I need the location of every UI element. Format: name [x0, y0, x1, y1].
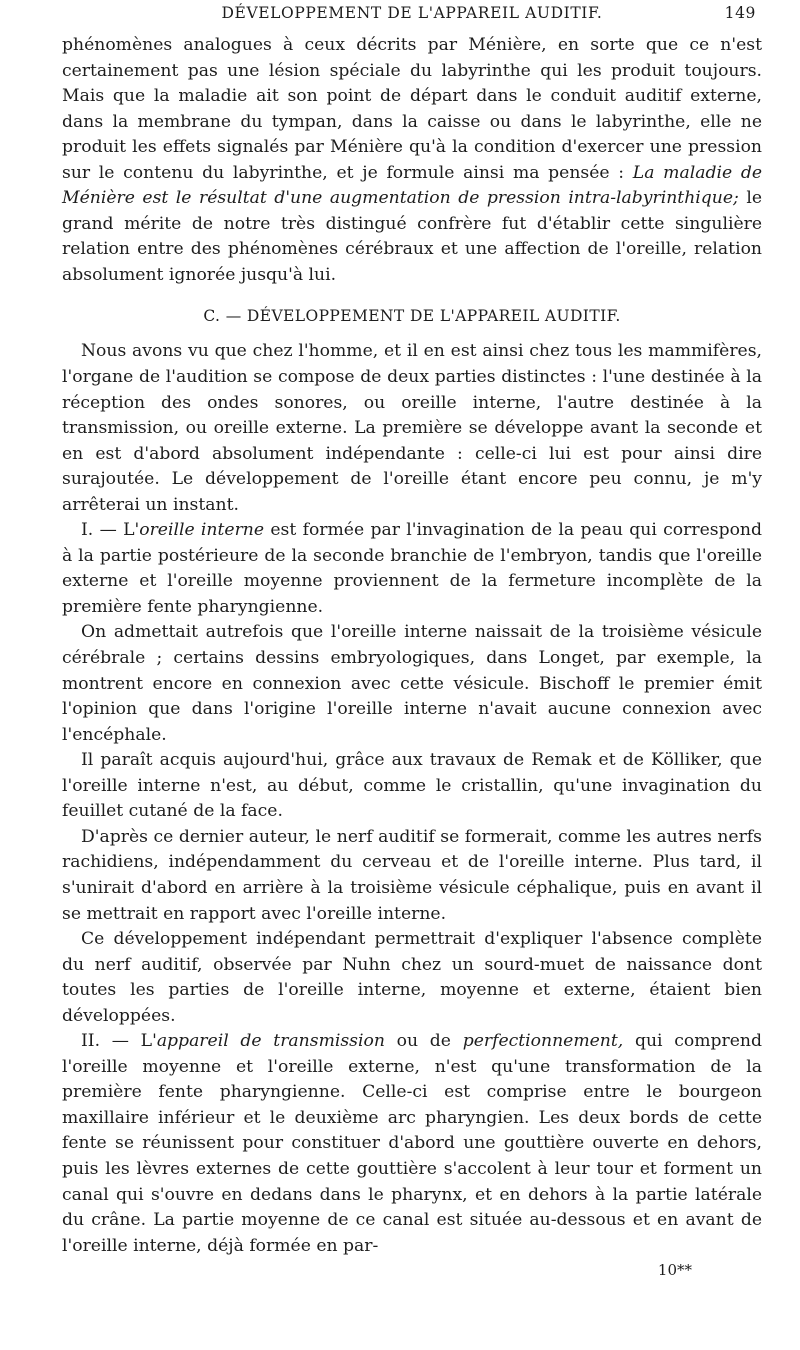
paragraph-inner-ear: [62, 518, 762, 620]
paragraph-inner-ear-rest: est formée par l'invagination de la peau qui correspond à la partie postérieure de la seconde branchie de l'embryon, tandis que l'oreille externe et l'oreille moyenne proviennent de la fermeture incomplète de la première fente pharyngienne.: [62, 520, 763, 617]
paragraph-auditory-nerve: D'après ce dernier auteur, le nerf auditif se formerait, comme les autres nerfs rachidiens, indépendamment du cerveau et de l'oreille interne. Plus tard, il s'unirait d'abord en arrière à la troisième vésicule céphalique, puis en avant il se mettrait en rapport avec l'oreille interne.: [62, 826, 762, 924]
paragraph-transmission-italic-2: perfectionnement,: [462, 1031, 624, 1052]
section-heading: C. — DÉVELOPPEMENT DE L'APPAREIL AUDITIF.: [203, 307, 621, 326]
signature-mark: 10**: [657, 1261, 692, 1280]
running-header: [62, 4, 762, 28]
book-page: [62, 0, 762, 1350]
paragraph-meniere-text: phénomènes analogues à ceux décrits par Ménière, en sorte que ce n'est certainement pas une lésion spéciale du labyrinthe qui les produit toujours. Mais que la maladie ait son point de départ dans le conduit auditif externe, dans la membrane du tympan, dans la caisse ou dans le labyrinthe, elle ne produit les effets signalés par Ménière qu'à la condition d'exercer une pression sur le contenu du labyrinthe, et je formule ainsi ma pensée :: [62, 35, 762, 183]
paragraph-transmission-italic-1: appareil de transmission: [156, 1031, 385, 1052]
running-title: DÉVELOPPEMENT DE L'APPAREIL AUDITIF.: [221, 4, 603, 22]
paragraph-origin: On admettait autrefois que l'oreille interne naissait de la troisième vésicule cérébrale ; certains dessins embryologiques, dans Longet, par exemple, la montrent encore en connexion avec cette vésicule. Bischoff le premier émit l'opinion que dans l'origine l'oreille interne n'avait aucune connexion avec l'encéphale.: [62, 622, 762, 745]
page-number: 149: [724, 4, 756, 22]
paragraph-transmission-mid: ou de: [396, 1031, 451, 1052]
paragraph-inner-ear-lead: I. — L': [81, 520, 140, 541]
body-text: [62, 33, 762, 1281]
paragraph-intro: Nous avons vu que chez l'homme, et il en est ainsi chez tous les mammifères, l'organe de l'audition se compose de deux parties distinctes : l'une destinée à la réception des ondes sonores, ou oreille interne, l'autre destinée à la transmission, ou oreille externe. La première se développe avant la seconde et en est d'abord absolument indépendante : celle-ci lui est pour ainsi dire surajoutée. Le développement de l'oreille étant encore peu connu, je m'y arrêterai un instant.: [62, 341, 762, 515]
paragraph-meniere-italic: La maladie de Ménière est le résultat d'une augmentation de pression intra-labyrinthique;: [62, 162, 762, 209]
paragraph-nuhn: Ce développement indépendant permettrait d'expliquer l'absence complète du nerf auditif, observée par Nuhn chez un sourd-muet de naissance dont toutes les parties de l'oreille interne, moyenne et externe, étaient bien développées.: [62, 929, 762, 1026]
paragraph-transmission-lead: II. — L': [81, 1031, 157, 1052]
paragraph-transmission-rest: qui comprend l'oreille moyenne et l'oreille externe, n'est qu'une transformation de la première fente pharyngienne. Celle-ci est comprise entre le bourgeon maxillaire inférieur et le deuxième arc pharyngien. Les deux bords de cette fente se réunissent pour constituer d'abord une gouttière ouverte en dehors, puis les lèvres externes de cette gouttière s'accolent à leur tour et forment un canal qui s'ouvre en dedans dans le pharynx, et en dehors à la partie latérale du crâne. La partie moyenne de ce canal est située au-dessous et en avant de l'oreille interne, déjà formée en par-: [62, 1031, 763, 1256]
paragraph-remak: Il paraît acquis aujourd'hui, grâce aux travaux de Remak et de Kölliker, que l'oreille interne n'est, au début, comme le cristallin, qu'une invagination du feuillet cutané de la face.: [62, 750, 762, 822]
paragraph-transmission: [62, 1029, 762, 1259]
paragraph-meniere: [62, 33, 762, 288]
paragraph-inner-ear-italic: oreille interne: [139, 520, 265, 541]
paragraph-meniere-end: le grand mérite de notre très distingué confrère fut d'établir cette singulière relation entre des phénomènes cérébraux et une affection de l'oreille, relation absolument ignorée jusqu'à lui.: [62, 188, 762, 285]
